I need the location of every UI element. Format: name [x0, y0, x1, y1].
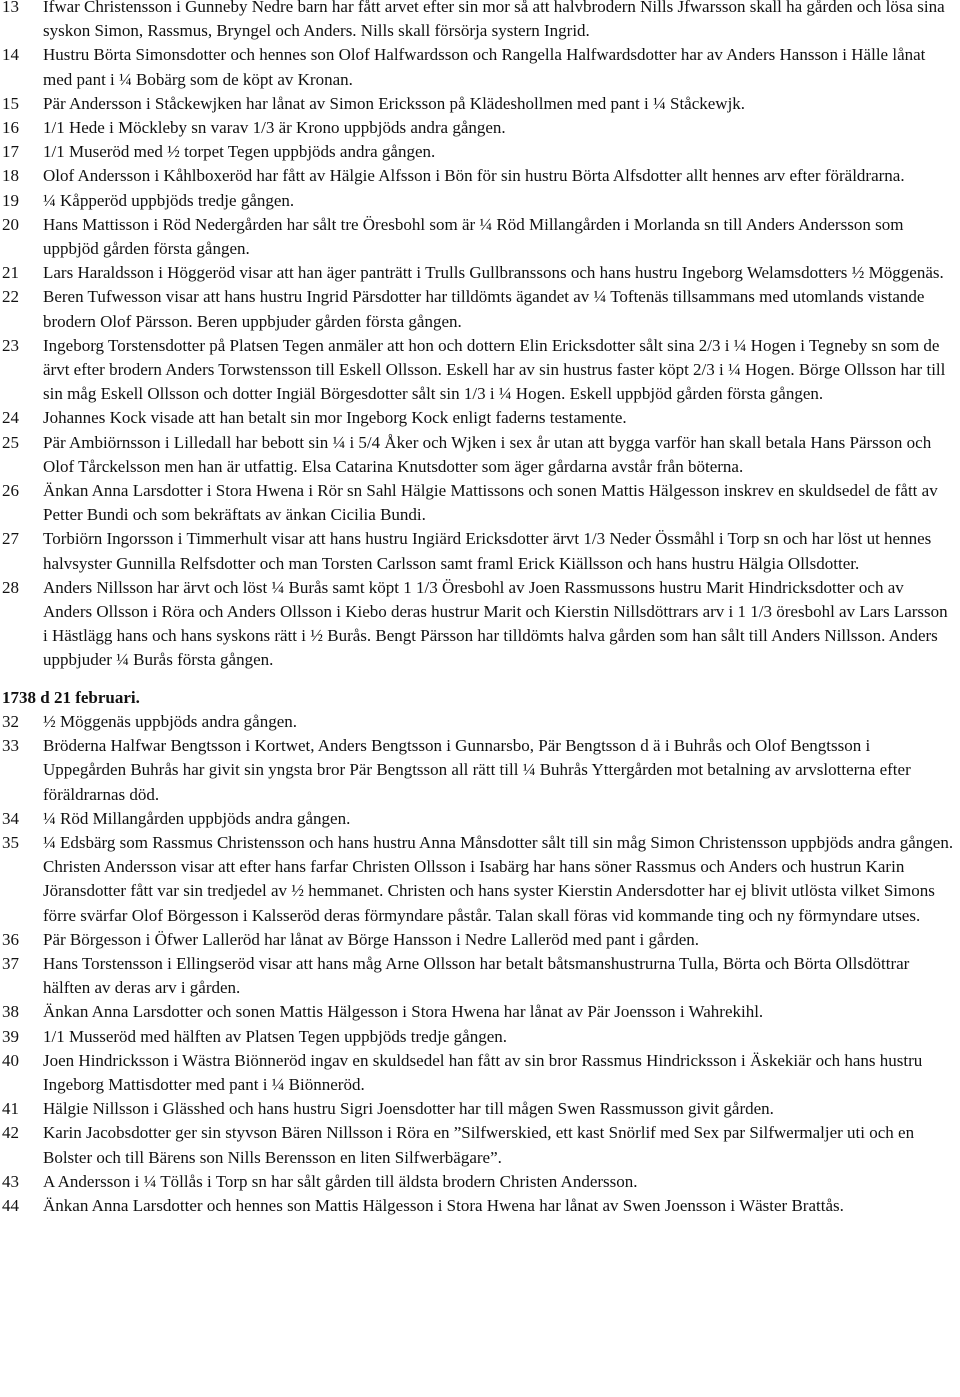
entry-number: 43: [2, 1171, 19, 1191]
entry-text: ¼ Kåpperöd uppbjöds tredje gången.: [43, 190, 295, 210]
entry-number: 33: [2, 736, 19, 756]
entry-number: 37: [2, 953, 19, 973]
entry-item: [0, 189, 958, 213]
entry-number: 41: [2, 1099, 19, 1119]
entry-text: Hälgie Nillsson i Glässhed och hans hustru Sigri Joensdotter har till mågen Swen Rassmusson givit gården.: [43, 1099, 774, 1119]
entry-number: 15: [2, 93, 19, 113]
entry-number: 28: [2, 577, 19, 597]
entry-item: [0, 807, 958, 831]
entry-number: 24: [2, 408, 19, 428]
entry-text: Hans Torstensson i Ellingseröd visar att hans måg Arne Ollsson har betalt båtsmanshustrurna Tulla, Börta och Börta Ollsdöttrar hälften av deras arv i gården.: [43, 953, 910, 998]
entry-text: Pär Ambiörnsson i Lilledall har bebott sin ¼ i 5/4 Åker och Wjken i sex år utan att bygga varför han skall betala Hans Pärsson och Olof Tårckelsson men han är utfattig. Elsa Catarina Knutsdotter som äger gårdarna avstår från böterna.: [43, 432, 932, 476]
entries-section-2: [0, 710, 958, 1218]
entry-number: 21: [2, 263, 19, 283]
entry-text: ¼ Röd Millangården uppbjöds andra gången.: [43, 808, 351, 828]
entry-text: A Andersson i ¼ Töllås i Torp sn har sålt gården till äldsta brodern Christen Andersson.: [43, 1171, 638, 1191]
entry-text: Änkan Anna Larsdotter i Stora Hwena i Rör sn Sahl Hälgie Mattissons och sonen Mattis Hälgesson inskrev en skuldsedel de fått av Petter Bundi och som bekräftats av änkan Cicilia Bundi.: [43, 481, 938, 525]
entry-item: [0, 1097, 958, 1121]
entry-item: [0, 140, 958, 164]
entry-text: Pär Börgesson i Öfwer Lalleröd har lånat av Börge Hansson i Nedre Lalleröd med pant i gården.: [43, 929, 700, 949]
entry-number: 36: [2, 929, 19, 949]
entry-text: Hustru Börta Simonsdotter och hennes son Olof Halfwardsson och Rangella Halfwardsdotter har av Anders Hansson i Hälle lånat med pant i ¼ Bobärg som de köpt av Kronan.: [43, 45, 926, 89]
entry-text: 1/1 Musseröd med hälften av Platsen Tegen uppbjöds tredje gången.: [43, 1026, 508, 1046]
entry-text: Änkan Anna Larsdotter och sonen Mattis Hälgesson i Stora Hwena har lånat av Pär Joensson i Wahrekihl.: [43, 1002, 764, 1022]
entry-text: Lars Haraldsson i Höggeröd visar att han äger panträtt i Trulls Gullbranssons och hans hustru Ingeborg Welamsdotters ½ Möggenäs.: [43, 263, 944, 283]
entry-item: [0, 734, 958, 807]
entry-number: 38: [2, 1002, 19, 1022]
entry-item: [0, 1121, 958, 1169]
entry-number: 13: [2, 0, 19, 16]
entry-item: [0, 952, 958, 1000]
entry-number: 17: [2, 142, 19, 162]
entry-number: 19: [2, 190, 19, 210]
entry-number: 32: [2, 711, 19, 731]
entry-text: Ifwar Christensson i Gunneby Nedre barn har fått arvet efter sin mor så att halvbrodern Nills Jfwarsson skall ha gården och lösa sina syskon Simon, Rassmus, Bryngel och Anders. Nills skall försörja systern Ingrid.: [43, 0, 945, 41]
entry-number: 35: [2, 832, 19, 852]
entry-text: Hans Mattisson i Röd Nedergården har sålt tre Öresbohl som är ¼ Röd Millangården i Morlanda sn till Anders Andersson som uppbjöd gården första gången.: [43, 214, 904, 259]
entry-item: [0, 1049, 958, 1097]
entry-number: 44: [2, 1195, 19, 1215]
entry-text: Joen Hindricksson i Wästra Biönneröd ingav en skuldsedel han fått av sin bror Rassmus Hindricksson i Äskekiär och hans hustru Ingeborg Mattisdotter med pant i ¼ Biönneröd.: [43, 1050, 923, 1094]
entry-text: Karin Jacobsdotter ger sin styvson Bären Nillsson i Röra en ”Silfwerskied, ett kast Snörlif med Sex par Silfwermaljer uti och en Bolster och till Bärens son Nills Berensson en liten Silfwerbägare”.: [43, 1123, 915, 1167]
entry-text: Ingeborg Torstensdotter på Platsen Tegen anmäler att hon och dottern Elin Ericksdotter sålt sina 2/3 i ¼ Hogen i Tegneby sn som de ärvt efter brodern Anders Torwstensson till Eskell Ollsson. Eskell har av sin hustrus faster köpt 2/3 i ¼ Hogen. Börge Ollsson har till sin måg Eskell Ollsson och dotter Ingiäl Börgesdotter sålt sin 1/3 i ¼ Hogen. Eskell uppbjöd gården första gången.: [43, 335, 946, 404]
entry-number: 39: [2, 1026, 19, 1046]
entry-item: [0, 92, 958, 116]
entry-item: [0, 1025, 958, 1049]
entry-number: 16: [2, 118, 19, 138]
entry-item: [0, 285, 958, 333]
entry-item: [0, 43, 958, 91]
entry-text: 1/1 Hede i Möckleby sn varav 1/3 är Krono uppbjöds andra gången.: [43, 118, 506, 138]
entry-item: [0, 213, 958, 261]
entry-text: Bröderna Halfwar Bengtsson i Kortwet, Anders Bengtsson i Gunnarsbo, Pär Bengtsson d ä i Buhrås och Olof Bengtsson i Uppegården Buhrås har givit sin yngsta bror Pär Bengtsson all rätt till ¼ Buhrås Yttergården mot betalning av arvslotterna efter föräldrarnas död.: [43, 736, 911, 804]
entry-item: [0, 406, 958, 430]
entry-text: 1/1 Museröd med ½ torpet Tegen uppbjöds andra gången.: [43, 142, 436, 162]
entry-text: Johannes Kock visade att han betalt sin mor Ingeborg Kock enligt faderns testamente.: [43, 408, 627, 428]
entry-text: Olof Andersson i Kåhlboxeröd har fått av Hälgie Alfsson i Bön för sin hustru Börta Alfsdotter allt hennes arv efter föräldrarna.: [43, 166, 905, 186]
entry-item: [0, 928, 958, 952]
entry-text: Änkan Anna Larsdotter och hennes son Mattis Hälgesson i Stora Hwena har lånat av Swen Joensson i Wäster Brattås.: [43, 1195, 844, 1215]
entry-number: 18: [2, 166, 19, 186]
entry-number: 42: [2, 1123, 19, 1143]
entry-item: [0, 1000, 958, 1024]
entry-item: [0, 710, 958, 734]
entry-text: ¼ Edsbärg som Rassmus Christensson och hans hustru Anna Månsdotter sålt till sin måg Simon Christensson uppbjöds andra gången. Christen Andersson visar att efter hans farfar Christen Ollsson i Isabärg har hans söner Rassmus och Anders och hustrun Karin Jöransdotter fått var sin tredjedel av ½ hemmanet. Christen och hans syster Kierstin Andersdotter har ej blivit utlösta vilket Simons förre svärfar Olof Börgesson i Kalsseröd deras förmyndare påstår. Talan skall föras vid kommande ting och ny förmyndare utses.: [43, 832, 954, 925]
entry-number: 23: [2, 335, 19, 355]
entry-item: [0, 261, 958, 285]
entry-number: 22: [2, 287, 19, 307]
entry-item: [0, 334, 958, 407]
entry-number: 40: [2, 1050, 19, 1070]
entry-number: 26: [2, 481, 19, 501]
entry-item: [0, 1194, 958, 1218]
entry-item: [0, 431, 958, 479]
entry-item: [0, 0, 958, 43]
entries-section-1: [0, 0, 958, 673]
entry-number: 34: [2, 808, 19, 828]
entry-item: [0, 479, 958, 527]
entry-number: 20: [2, 214, 19, 234]
entry-text: ½ Möggenäs uppbjöds andra gången.: [43, 711, 298, 731]
entry-text: Torbiörn Ingorsson i Timmerhult visar att hans hustru Ingiärd Ericksdotter ärvt 1/3 Neder Össmåhl i Torp sn och har löst ut hennes halvsyster Gunnilla Relfsdotter och man Torsten Carlsson samt framl Erick Kiällsson och hans hustru Hälgia Ollsdotter.: [43, 529, 932, 573]
entry-item: [0, 831, 958, 928]
entry-item: [0, 116, 958, 140]
entry-text: Beren Tufwesson visar att hans hustru Ingrid Pärsdotter har tilldömts ägandet av ¼ Toftenäs tillsammans med utomlands vistande brodern Olof Pärsson. Beren uppbjuder gården första gången.: [43, 287, 925, 331]
entry-item: [0, 1170, 958, 1194]
entry-number: 14: [2, 45, 19, 65]
entry-item: [0, 164, 958, 188]
entry-item: [0, 576, 958, 673]
entry-text: Anders Nillsson har ärvt och löst ¼ Burås samt köpt 1 1/3 Öresbohl av Joen Rassmussons hustru Marit Hindricksdotter och av Anders Ollsson i Röra och Anders Ollsson i Kiebo deras hustrur Marit och Kierstin Nillsdöttrars arv i 1 1/3 öresbohl av Lars Larsson i Hästlägg hans och hans syskons rätt i ½ Burås. Bengt Pärsson har tilldömts halva gården som han sålt till Anders Nillsson. Anders uppbjuder ¼ Burås första gången.: [43, 577, 948, 670]
entry-number: 25: [2, 432, 19, 452]
entry-item: [0, 527, 958, 575]
date-heading: 1738 d 21 februari.: [2, 687, 140, 707]
entry-text: Pär Andersson i Ståckewjken har lånat av Simon Ericksson på Klädeshollmen med pant i ¼ Ståckewjk.: [43, 93, 746, 113]
entry-number: 27: [2, 529, 19, 549]
